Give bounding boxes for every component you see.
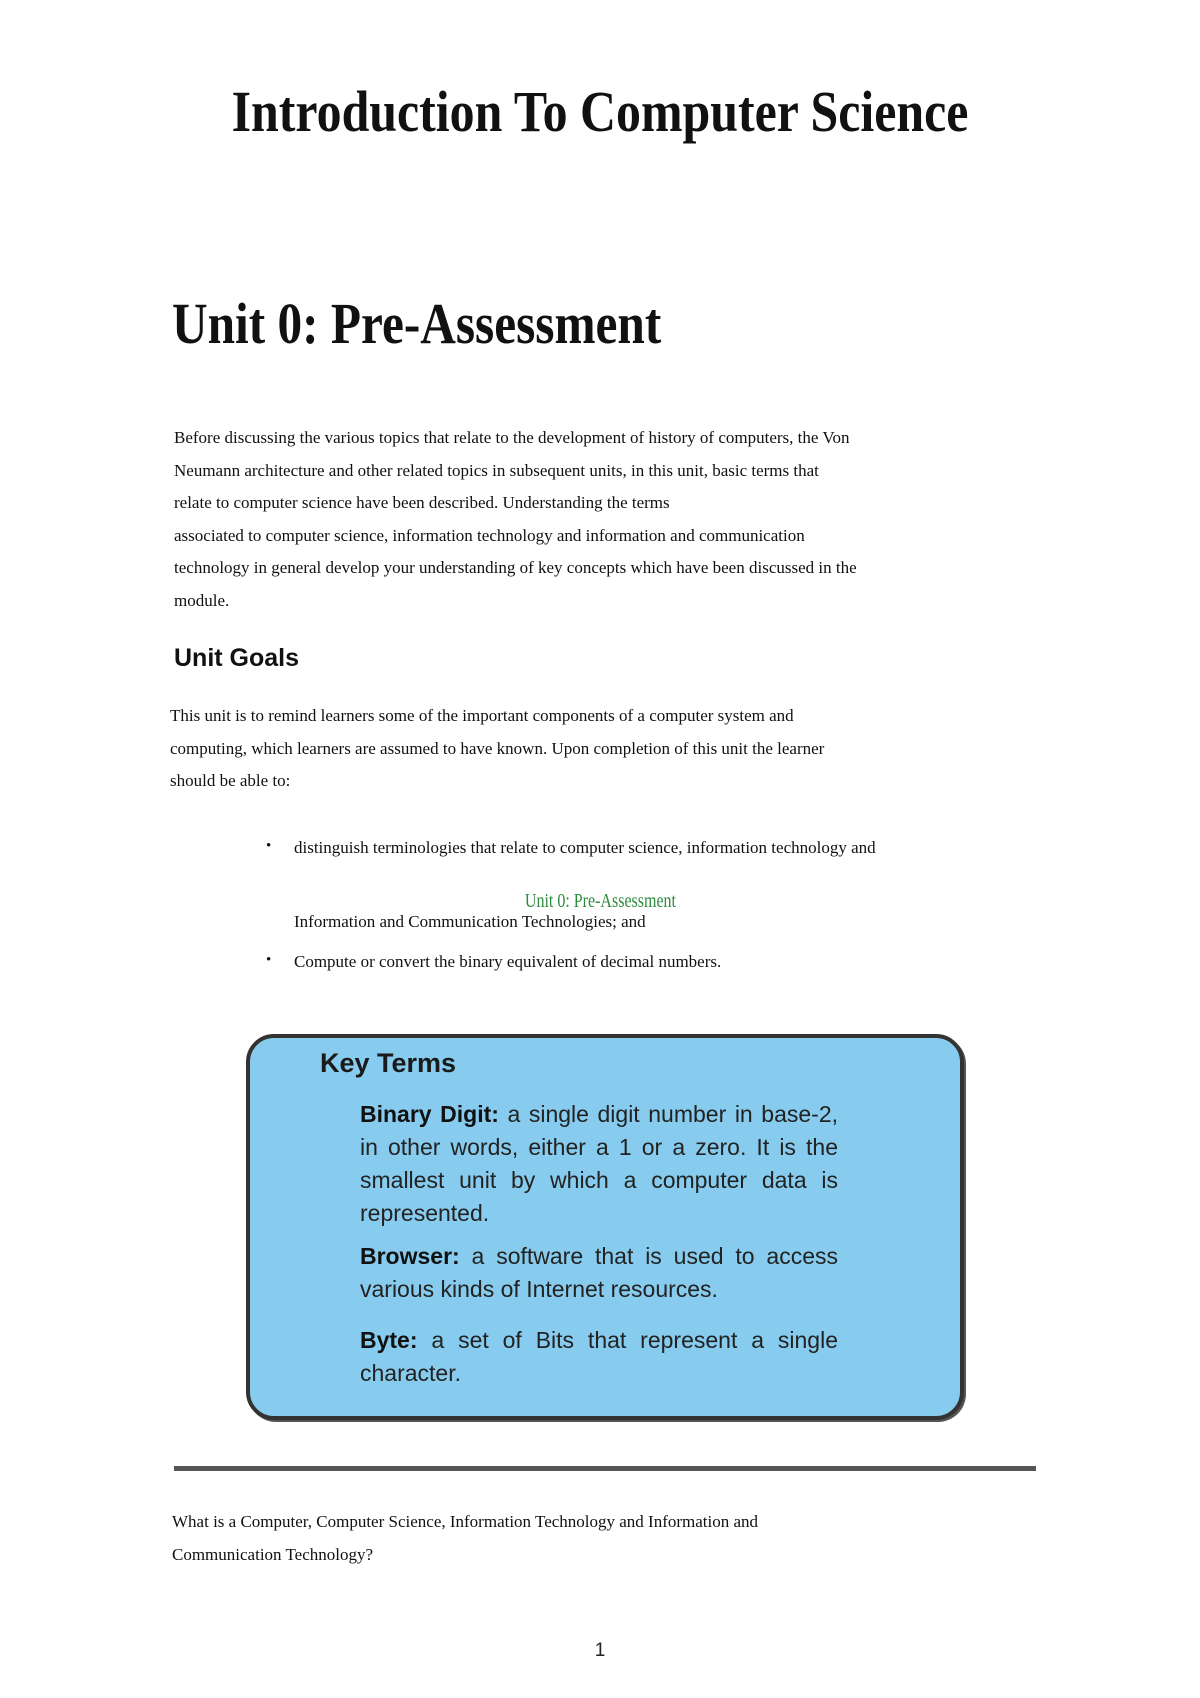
bullet-continuation-text: Information and Communication Technologies; and (294, 912, 646, 931)
goals-line: This unit is to remind learners some of the important components of a computer system and (170, 706, 794, 725)
goals-line: should be able to: (170, 771, 291, 790)
intro-line: associated to computer science, information technology and information and communication (174, 525, 805, 545)
bullet-icon: • (266, 952, 272, 968)
question-line: What is a Computer, Computer Science, Information Technology and Information and (172, 1512, 759, 1531)
term-definition: a single digit number in base-2, in other words, either a 1 or a zero. It is the smallest unit by which a computer data is represented. (360, 1101, 839, 1226)
section-question (172, 1506, 992, 1571)
intro-paragraph (174, 422, 994, 617)
section-divider (174, 1466, 1036, 1471)
key-term-binary-digit (360, 1098, 838, 1230)
intro-line: Before discussing the various topics that relate to the development of history of computers, the Von (174, 428, 850, 447)
bullet-text: Compute or convert the binary equivalent of decimal numbers. (294, 952, 722, 971)
key-terms-heading: Key Terms (320, 1048, 457, 1078)
question-line: Communication Technology? (172, 1544, 374, 1564)
bullet-text: distinguish terminologies that relate to computer science, information technology and (294, 838, 876, 857)
intro-line: Neumann architecture and other related topics in subsequent units, in this unit, basic terms that (174, 460, 819, 480)
term-definition: a set of Bits that represent a single character. (360, 1327, 838, 1386)
key-term-browser (360, 1240, 838, 1306)
intro-line: relate to computer science have been described. Understanding the terms (174, 493, 670, 512)
document-title: Introduction To Computer Science (231, 79, 969, 144)
intro-line: module. (174, 590, 230, 610)
key-term-byte (360, 1324, 838, 1390)
term-name: Binary Digit: (360, 1101, 499, 1127)
bullet-icon: • (266, 838, 272, 854)
goals-line: computing, which learners are assumed to have known. Upon completion of this unit the learner (170, 738, 825, 758)
running-header (0, 890, 1200, 913)
intro-line: technology in general develop your understanding of key concepts which have been discussed in the (174, 558, 857, 577)
term-definition: a software that is used to access various kinds of Internet resources. (360, 1243, 838, 1302)
unit-goals-paragraph (170, 700, 990, 798)
term-name: Byte: (360, 1327, 418, 1353)
term-name: Browser: (360, 1243, 460, 1269)
unit-title: Unit 0: Pre-Assessment (172, 291, 662, 356)
running-header-text: Unit 0: Pre-Assessment (524, 890, 676, 912)
unit-goals-heading: Unit Goals (174, 644, 300, 672)
page-number: 1 (594, 1640, 606, 1661)
